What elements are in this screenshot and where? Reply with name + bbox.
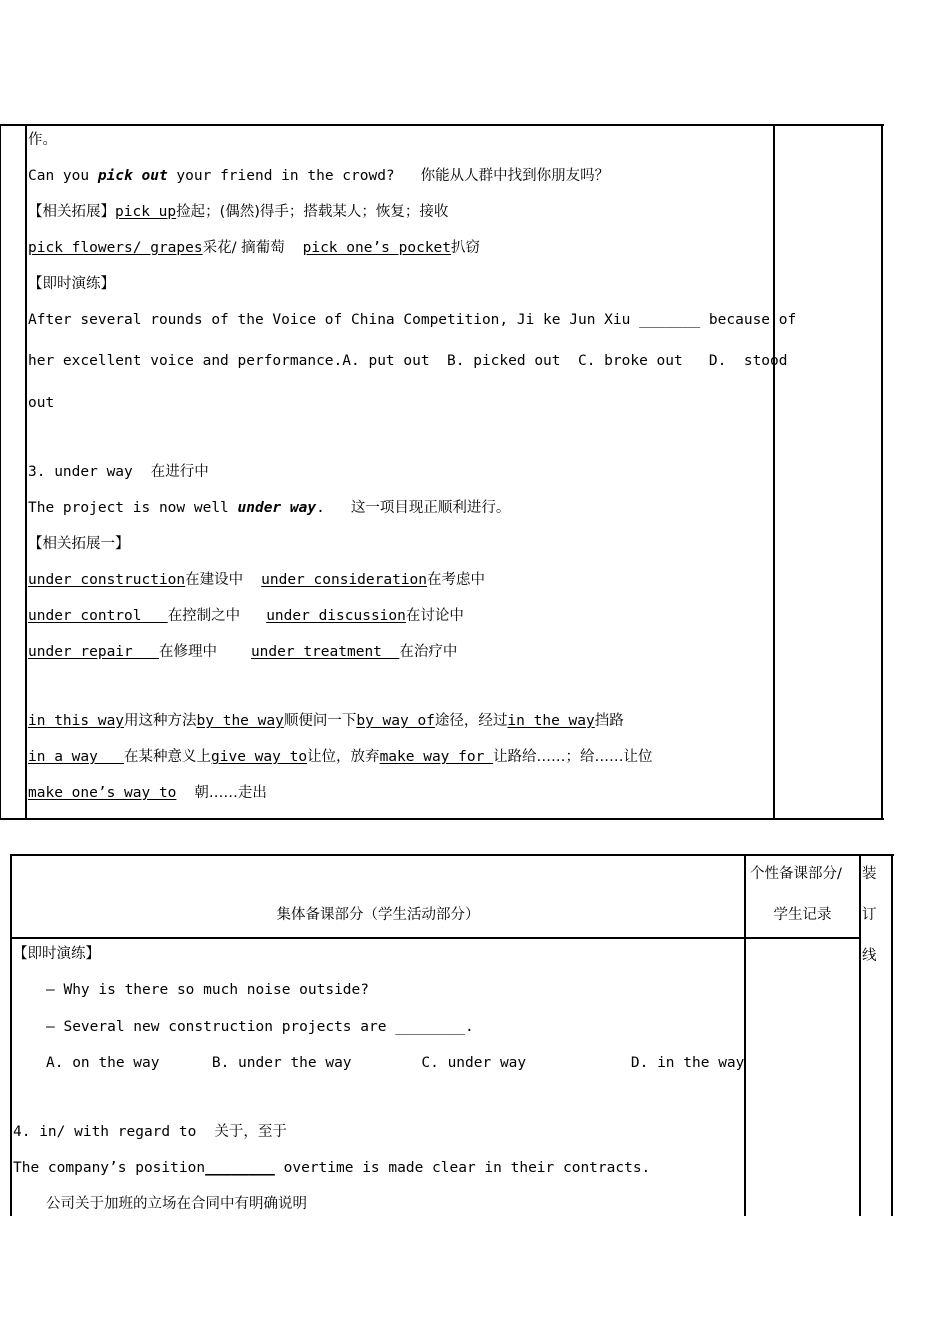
item-3-heading [28,462,209,482]
text: 装 [862,866,877,882]
translation: 关于，至于 [214,1124,287,1140]
table1-border-right [881,124,883,820]
text: — Several new construction projects are ________. [46,1019,474,1035]
translation: 朝……走出 [194,785,267,801]
translation: 挡路 [594,713,624,729]
text: A. on the way B. under the way C. under way D. in the way [46,1055,745,1071]
practice-heading [28,274,115,294]
text: 公司关于加班的立场在合同中有明确说明 [46,1196,307,1212]
phrase: in this way [28,713,125,729]
phrase-row-way-1 [28,711,624,731]
table1-bottom-border [0,818,884,820]
translation: 扒窃 [451,240,481,256]
text: her excellent voice and performance.A. put out B. picked out C. broke out D. stood [28,353,788,369]
dialogue-line-1 [46,980,369,1000]
example-under-way [28,498,510,518]
table1-top-border [0,124,884,126]
translation-regard-to [46,1194,307,1214]
phrase: under discussion [266,608,406,624]
header-text: 个性备课部分/ [750,866,842,882]
item-4-heading [13,1122,287,1142]
related-extension-pick-up [28,202,448,222]
blank: ________ [205,1160,275,1176]
phrase: in a way [28,749,125,765]
exercise-question-line-2 [28,351,788,371]
phrase: make way for [379,749,494,765]
exercise-question-line-3 [28,393,54,413]
translation: 用这种方法 [124,713,197,729]
example-regard-to [13,1158,650,1178]
translation: 这一项目现正顺利进行。 [350,500,511,516]
collective-prep-header [12,905,744,925]
phrase: make one’s way to [28,785,177,801]
phrase-row-repair [28,642,457,662]
translation: 在进行中 [150,464,209,480]
text: 作。 [28,132,57,148]
text: your friend in the crowd? [167,168,395,184]
text: The company’s position [13,1160,206,1176]
text: . [316,500,325,516]
phrase-emphasis: pick out [97,168,168,184]
phrase-row-way-3 [28,783,267,803]
translation: 让位，放弃 [307,749,380,765]
table1-border-left [0,124,1,820]
translation: 在建设中 [185,572,244,588]
text: Can you [28,168,98,184]
table1-border-margin [25,124,27,820]
text: The project is now well [28,500,238,516]
phrase: give way to [211,749,308,765]
phrase: 4. in/ with regard to [13,1124,197,1140]
translation: 在考虑中 [427,572,486,588]
phrase: by way of [356,713,435,729]
phrase: under consideration [261,572,428,588]
phrase: 3. under way [28,464,133,480]
personal-prep-header-line-1 [750,864,842,884]
table1-border-content-right [773,124,775,820]
translation: 在治疗中 [399,644,458,660]
translation: 采花/ 摘葡萄 [202,240,285,256]
phrase: under repair [28,644,159,660]
translation: 你能从人群中找到你朋友吗？ [420,168,610,184]
text: overtime is made clear in their contracts. [274,1160,651,1176]
phrase: in the way [507,713,595,729]
answer-options [46,1053,744,1073]
header-text: 集体备课部分（学生活动部分） [276,907,480,923]
phrase: under control [28,608,168,624]
phrase-row-control [28,606,464,626]
header-text: 学生记录 [773,907,832,923]
phrase: pick one’s pocket [302,240,452,256]
translation: 途径，经过 [434,713,508,729]
text: — Why is there so much noise outside? [46,982,370,998]
phrase: by the way [196,713,284,729]
translation: 顺便问一下 [283,713,357,729]
personal-prep-header-line-2 [746,905,859,925]
exercise-question-line-1 [28,310,796,330]
text: 【即时演练】 [13,946,100,962]
table2-header-divider [10,937,861,939]
translation: 在讨论中 [405,608,464,624]
binding-label-1 [862,864,877,884]
practice-heading-2 [13,944,100,964]
phrase: pick up [115,204,177,220]
table2-border-side-right [859,854,861,1216]
phrase: under construction [28,572,186,588]
phrase: pick flowers/ grapes [28,240,203,256]
phrase-row-way-2 [28,747,653,767]
table2-top-border [10,854,894,856]
translation: 在控制之中 [167,608,241,624]
dialogue-line-2 [46,1017,474,1037]
binding-label-2 [862,905,877,925]
translation: 让路给……；给……让位 [493,749,653,765]
translation: 在某种意义上 [124,749,212,765]
translation: 捡起；(偶然)得手；搭载某人；恢复；接收 [176,204,449,220]
text: 订 [862,907,877,923]
text: 【即时演练】 [28,276,115,292]
translation: 在修理中 [158,644,217,660]
related-extension-pick-flowers [28,238,480,258]
table2-border-right [891,854,893,1216]
phrase-emphasis: under way [237,500,317,516]
text: 线 [862,948,877,964]
phrase-row-construction [28,570,485,590]
related-extension-heading [28,534,130,554]
text: After several rounds of the Voice of China Competition, Ji ke Jun Xiu _______ because of [28,312,797,328]
text-line-1 [28,130,57,150]
section-label: 【相关拓展】 [28,204,115,220]
binding-label-3 [862,946,877,966]
phrase: under treatment [250,644,400,660]
text: 【相关拓展一】 [28,536,130,552]
text: out [28,395,55,411]
example-pick-out [28,166,609,186]
